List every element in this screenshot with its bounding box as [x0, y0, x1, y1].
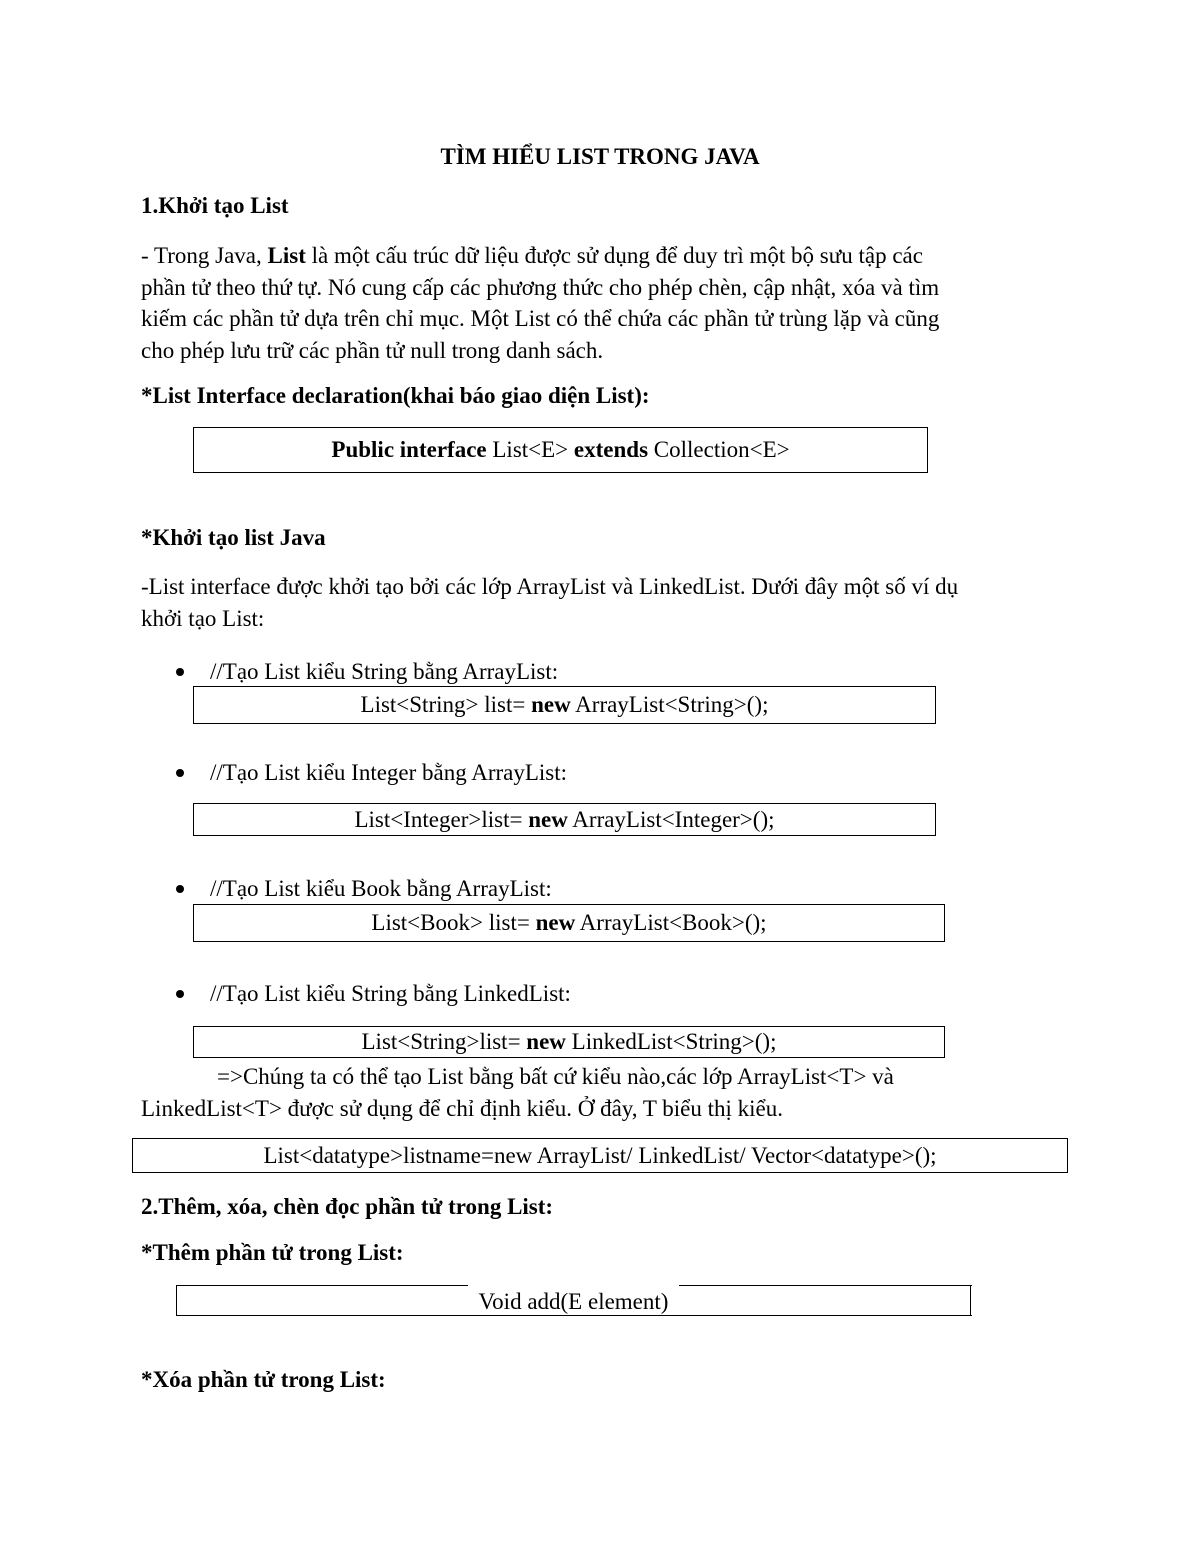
- code-keyword: Public interface: [331, 437, 487, 462]
- bullet-dot-icon: [176, 990, 184, 998]
- code-keyword: new: [531, 692, 571, 717]
- intro-line-1: - Trong Java, List là một cấu trúc dữ liệu được sử dụng để duy trì một bộ sưu tập các: [141, 243, 923, 268]
- conclusion-line-2: LinkedList<T> được sử dụng để chỉ định kiểu. Ở đây, T biểu thị kiểu.: [141, 1095, 783, 1121]
- declaration-code-box: Public interface List<E> extends Collection<E>: [193, 427, 928, 473]
- init-heading: *Khởi tạo list Java: [141, 525, 326, 550]
- page-title: TÌM HIỂU LIST TRONG JAVA: [440, 144, 760, 169]
- intro-paragraph: [141, 240, 1061, 366]
- intro-line-4: cho phép lưu trữ các phần tử null trong danh sách.: [141, 337, 604, 363]
- add-syntax-box: [176, 1285, 972, 1317]
- remove-heading: *Xóa phần tử trong List:: [141, 1367, 386, 1392]
- init-line-2: khởi tạo List:: [141, 605, 265, 631]
- code-box-string-arraylist: List<String> list= new ArrayList<String>();: [193, 686, 936, 724]
- bullet-item: //Tạo List kiểu Integer bằng ArrayList:: [176, 760, 567, 786]
- section2-heading: 2.Thêm, xóa, chèn đọc phần tử trong List:: [141, 1194, 554, 1219]
- init-line-1: -List interface được khởi tạo bởi các lớp ArrayList và LinkedList. Dưới đây một số ví dụ: [141, 574, 959, 599]
- init-paragraph: [141, 571, 1061, 634]
- code-keyword: new: [526, 1029, 566, 1054]
- conclusion-line-1: =>Chúng ta có thể tạo List bằng bất cứ kiểu nào,các lớp ArrayList<T> và: [217, 1064, 894, 1089]
- bullet-dot-icon: [176, 769, 184, 777]
- conclusion-paragraph: [141, 1061, 1061, 1124]
- bullet-item: //Tạo List kiểu String bằng LinkedList:: [176, 981, 571, 1007]
- add-syntax-text: Void add(E element): [478, 1289, 669, 1314]
- intro-line-3: kiếm các phần tử dựa trên chỉ mục. Một List có thể chứa các phần tử trùng lặp và cũng: [141, 306, 940, 331]
- code-box-book-arraylist: List<Book> list= new ArrayList<Book>();: [193, 904, 945, 942]
- general-syntax-box: List<datatype>listname=new ArrayList/ LinkedList/ Vector<datatype>();: [132, 1138, 1068, 1173]
- code-keyword: new: [535, 910, 576, 935]
- declaration-heading: *List Interface declaration(khai báo giao diện List):: [141, 383, 650, 408]
- section1-heading: 1.Khởi tạo List: [141, 193, 289, 218]
- bullet-item: //Tạo List kiểu String bằng ArrayList:: [176, 659, 558, 685]
- add-heading: *Thêm phần tử trong List:: [141, 1240, 404, 1265]
- code-box-string-linkedlist: List<String>list= new LinkedList<String>();: [193, 1026, 945, 1058]
- bullet-item: //Tạo List kiểu Book bằng ArrayList:: [176, 876, 552, 902]
- bullet-dot-icon: [176, 885, 184, 893]
- bullet-dot-icon: [176, 668, 184, 676]
- code-box-integer-arraylist: List<Integer>list= new ArrayList<Integer>();: [193, 803, 936, 836]
- code-keyword: extends: [573, 437, 649, 462]
- code-keyword: new: [528, 806, 568, 832]
- intro-line-2: phần tử theo thứ tự. Nó cung cấp các phương thức cho phép chèn, cập nhật, xóa và tìm: [141, 274, 940, 300]
